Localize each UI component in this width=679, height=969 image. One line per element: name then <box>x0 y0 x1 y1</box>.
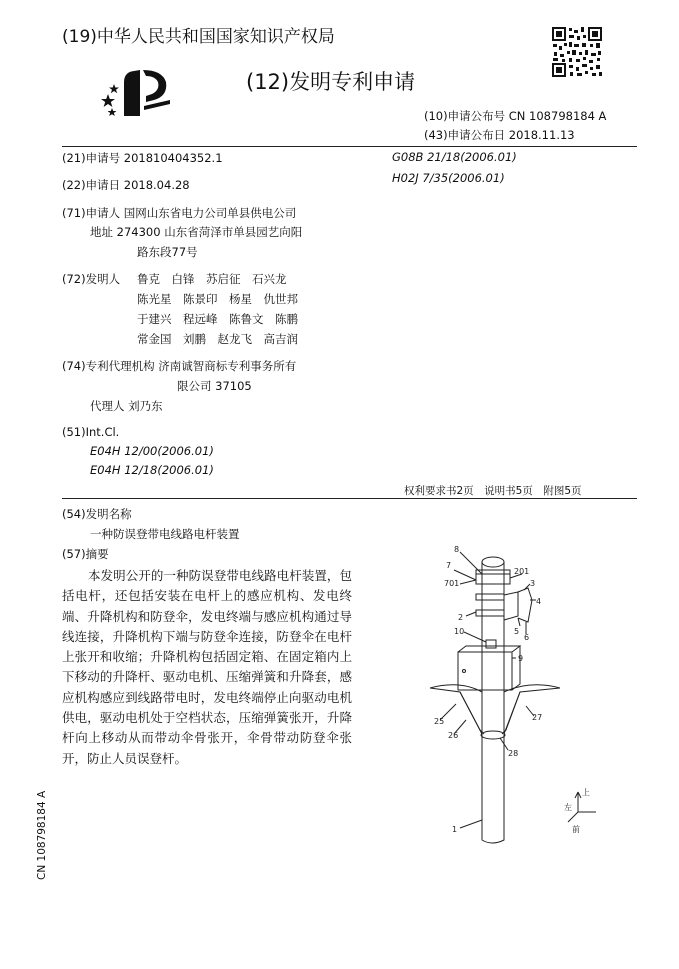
header-divider <box>62 146 637 147</box>
title-label: (54)发明名称 <box>62 507 132 521</box>
intcl-label: (51)Int.Cl. <box>62 425 120 439</box>
application-number: (21)申请号 201810404352.1 <box>62 151 223 165</box>
side-publication-number: CN 108798184 A <box>36 790 48 880</box>
abstract-label: (57)摘要 <box>62 547 109 561</box>
inventors-line-1: 鲁克 白锋 苏启征 石兴龙 <box>137 272 287 286</box>
compass-front: 前 <box>572 825 580 834</box>
agent: 代理人 刘乃东 <box>90 399 163 413</box>
fig-label-26: 26 <box>448 731 459 740</box>
application-date: (22)申请日 2018.04.28 <box>62 178 190 192</box>
address-line-2: 路东段77号 <box>137 245 198 259</box>
office-name: (19)中华人民共和国国家知识产权局 <box>62 27 335 47</box>
publication-date: (43)申请公布日 2018.11.13 <box>424 128 575 142</box>
fig-label-3: 3 <box>530 579 536 588</box>
fig-label-2: 2 <box>458 613 464 622</box>
fig-label-28: 28 <box>508 749 519 758</box>
ipc-right-1: G08B 21/18(2006.01) <box>392 150 517 164</box>
cnipa-logo <box>100 66 172 118</box>
fig-label-10: 10 <box>454 627 465 636</box>
fig-label-4: 4 <box>536 597 542 606</box>
fig-label-5: 5 <box>514 627 520 636</box>
inventors-line-2: 陈光星 陈景印 杨星 仇世邦 <box>137 292 298 306</box>
compass-up: 上 <box>582 788 590 797</box>
biblio-divider <box>62 498 637 499</box>
ipc-right-2: H02J 7/35(2006.01) <box>392 171 505 185</box>
inventors-line-4: 常金国 刘鹏 赵龙飞 高吉润 <box>137 332 298 346</box>
agency-line-2: 限公司 37105 <box>177 379 252 393</box>
document-type-title: (12)发明专利申请 <box>246 70 416 94</box>
page-counts: 权利要求书2页 说明书5页 附图5页 <box>404 485 582 497</box>
inventors-line-3: 于建兴 程远峰 陈鲁文 陈鹏 <box>137 312 298 326</box>
abstract-figure <box>420 540 620 870</box>
fig-label-6: 6 <box>524 633 530 642</box>
fig-label-27: 27 <box>532 713 543 722</box>
fig-label-7: 7 <box>446 561 452 570</box>
publication-number: (10)申请公布号 CN 108798184 A <box>424 109 607 123</box>
intcl-2: E04H 12/18(2006.01) <box>90 463 214 477</box>
qr-code <box>552 27 602 77</box>
abstract-text: 本发明公开的一种防误登带电线路电杆装置，包括电杆，还包括安装在电杆上的感应机构、发电终端、升降机构和防登伞，发电终端与感应机构通过导线连接，升降机构下端与防登伞连接，防登伞在电杆上张开和收缩；升降机构包括固定箱、在固定箱内上下移动的升降杆、驱动电机、压缩弹簧和升降套，感应机构感应到线路带电时，发电终端停止向驱动电机供电，驱动电机处于空档状态，压缩弹簧张开，升降杆向上移动从而带动伞骨张开，伞骨带动防登伞张开，防止人员误登杆。 <box>62 568 352 766</box>
fig-label-1: 1 <box>452 825 458 834</box>
invention-title: 一种防误登带电线路电杆装置 <box>90 527 240 541</box>
address-line-1: 地址 274300 山东省菏泽市单县园艺向阳 <box>90 225 303 239</box>
compass-left: 左 <box>564 803 572 812</box>
fig-label-8: 8 <box>454 545 460 554</box>
fig-label-201: 201 <box>514 567 530 576</box>
inventors-label: (72)发明人 <box>62 272 121 286</box>
fig-label-701: 701 <box>444 579 460 588</box>
intcl-1: E04H 12/00(2006.01) <box>90 444 214 458</box>
applicant: (71)申请人 国网山东省电力公司单县供电公司 <box>62 206 297 220</box>
fig-label-25: 25 <box>434 717 445 726</box>
agency-line-1: (74)专利代理机构 济南诚智商标专利事务所有 <box>62 359 297 373</box>
fig-label-9: 9 <box>518 654 524 663</box>
